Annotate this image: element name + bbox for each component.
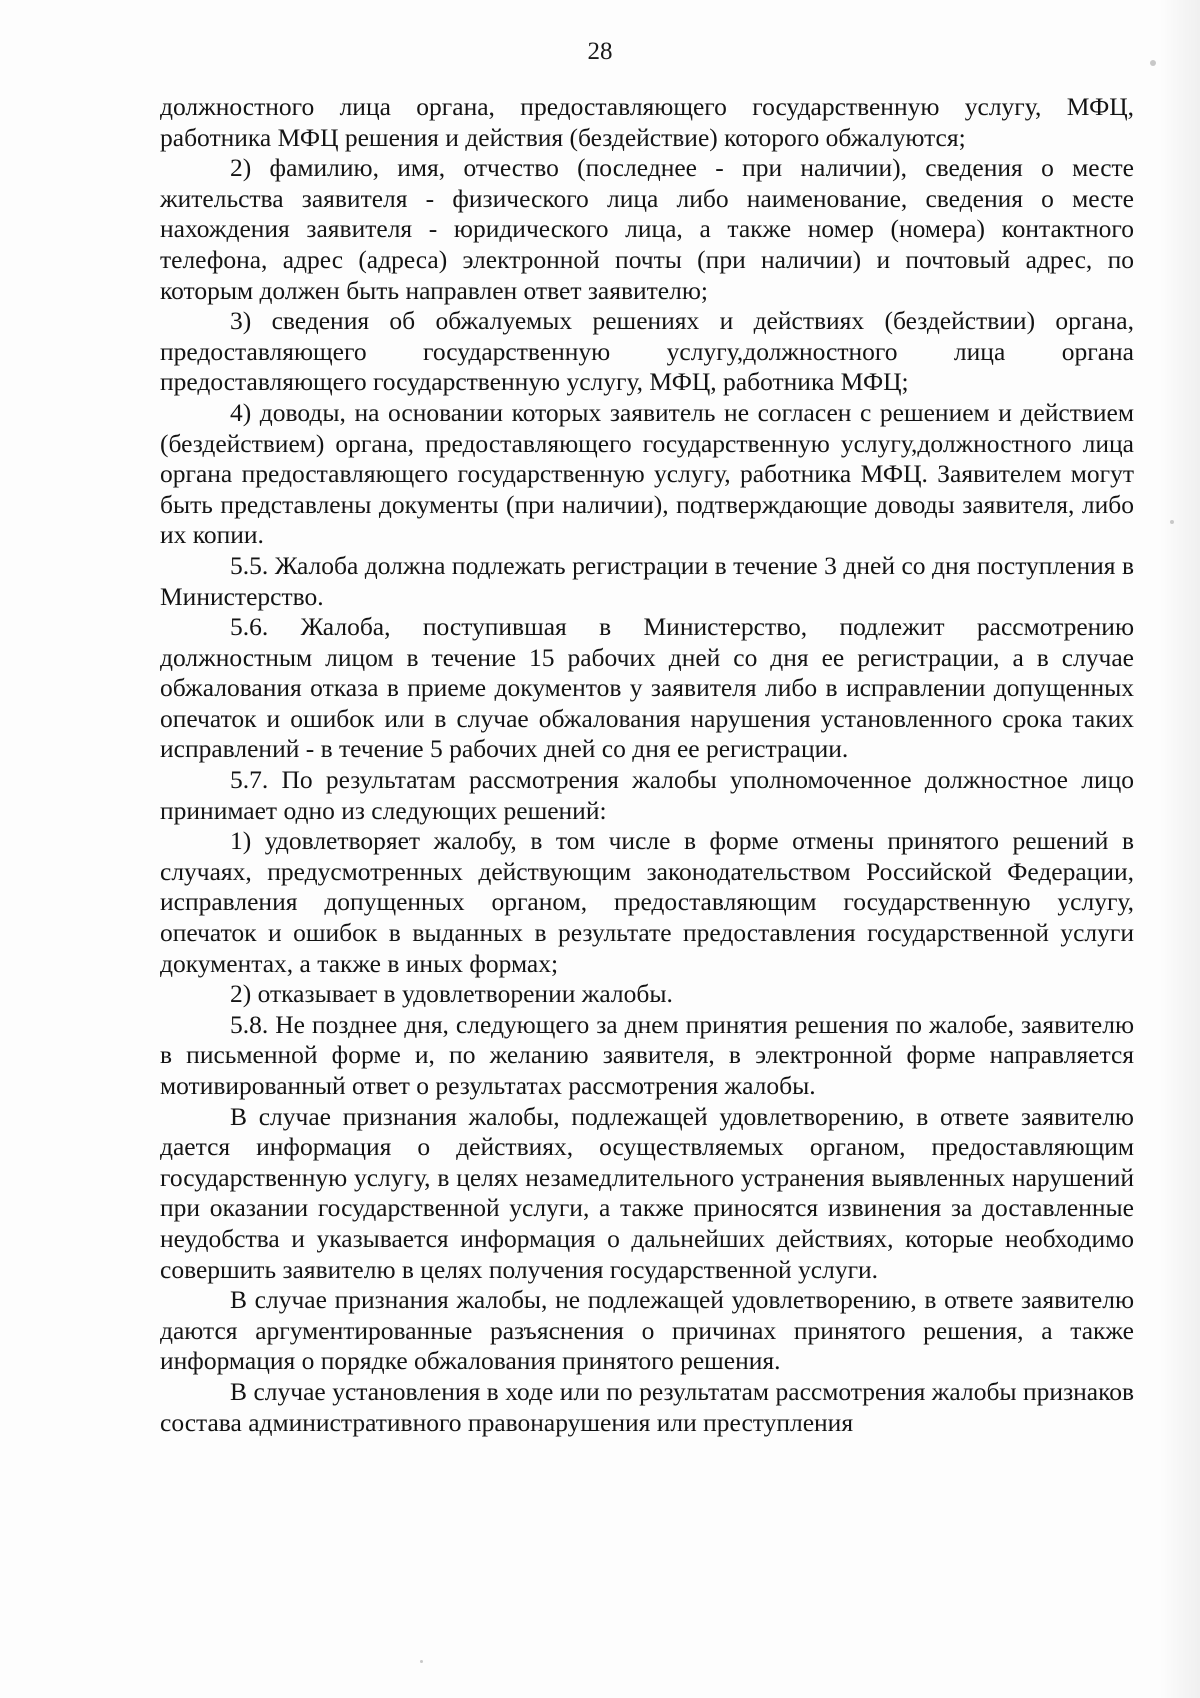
paragraph: 5.5. Жалоба должна подлежать регистрации в течение 3 дней со дня поступления в Министерство. [160, 550, 1134, 611]
scan-speck [420, 1660, 423, 1663]
paragraph: 5.6. Жалоба, поступившая в Министерство, подлежит рассмотрению должностным лицом в течение 15 рабочих дней со дня ее регистрации, а в случае обжалования отказа в приеме документов у заявителя либо в исправлении допущенных опечаток и ошибок или в случае обжалования нарушения установленного срока таких исправлений - в течение 5 рабочих дней со дня ее регистрации. [160, 612, 1134, 764]
scan-speck [1170, 520, 1174, 524]
paragraph: 3) сведения об обжалуемых решениях и действиях (бездействии) органа, предоставляющего государственную услугу,должностного лица органа предоставляющего государственную услугу, МФЦ, работника МФЦ; [160, 306, 1134, 397]
paragraph: В случае признания жалобы, не подлежащей удовлетворению, в ответе заявителю даются аргументированные разъяснения о причинах принятого решения, а также информация о порядке обжалования принятого решения. [160, 1285, 1134, 1376]
paragraph: 1) удовлетворяет жалобу, в том числе в форме отмены принятого решений в случаях, предусмотренных действующим законодательством Российской Федерации, исправления допущенных органом, предоставляющим государственную услугу, опечаток и ошибок в выданных в результате предоставления государственной услуги документах, а также в иных формах; [160, 826, 1134, 978]
paragraph: должностного лица органа, предоставляющего государственную услугу, МФЦ, работника МФЦ решения и действия (бездействие) которого обжалуются; [160, 92, 1134, 152]
paragraph: 5.7. По результатам рассмотрения жалобы уполномоченное должностное лицо принимает одно из следующих решений: [160, 765, 1134, 825]
paragraph: 4) доводы, на основании которых заявитель не согласен с решением и действием (бездействием) органа, предоставляющего государственную услугу,должностного лица органа предоставляющего государственную услугу, работника МФЦ. Заявителем могут быть представлены документы (при наличии), подтверждающие доводы заявителя, либо их копии. [160, 397, 1134, 550]
paragraph: 2) отказывает в удовлетворении жалобы. [230, 979, 673, 1009]
page-number: 28 [587, 38, 613, 65]
paragraph: 5.8. Не позднее дня, следующего за днем принятия решения по жалобе, заявителю в письменной форме и, по желанию заявителя, в электронной форме направляется мотивированный ответ о результатах рассмотрения жалобы. [160, 1009, 1134, 1100]
paragraph: 2) фамилию, имя, отчество (последнее - при наличии), сведения о месте жительства заявителя - физического лица либо наименование, сведения о месте нахождения заявителя - юридического лица, а также номер (номера) контактного телефона, адрес (адреса) электронной почты (при наличии) и почтовый адрес, по которым должен быть направлен ответ заявителю; [160, 153, 1134, 305]
paragraph: В случае признания жалобы, подлежащей удовлетворению, в ответе заявителю дается информация о действиях, осуществляемых органом, предоставляющим государственную услугу, в целях незамедлительного устранения выявленных нарушений при оказании государственной услуги, а также приносятся извинения за доставленные неудобства и указывается информация о дальнейших действиях, которые необходимо совершить заявителю в целях получения государственной услуги. [160, 1101, 1134, 1284]
document-body [160, 92, 1134, 1438]
paragraph: В случае установления в ходе или по результатам рассмотрения жалобы признаков состава административного правонарушения или преступления [160, 1376, 1134, 1437]
scan-edge-shadow [1160, 0, 1200, 1698]
